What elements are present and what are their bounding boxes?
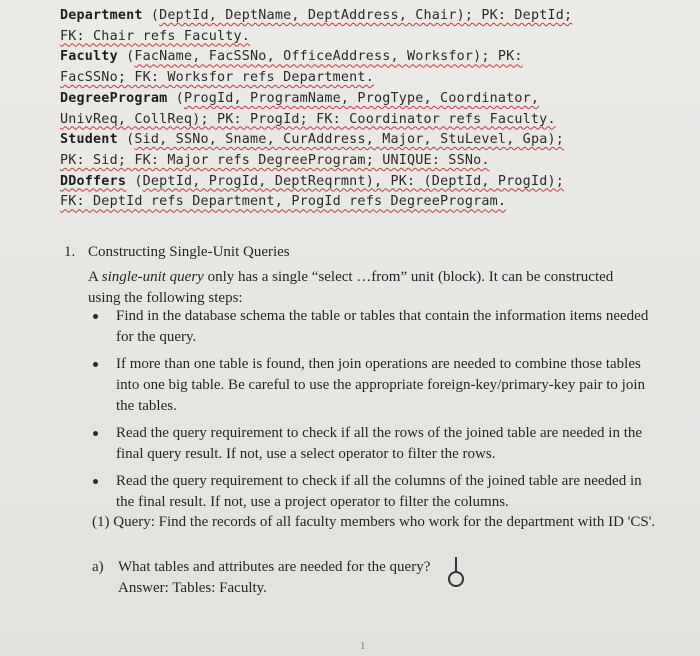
answer-text: Answer: Tables: Faculty. xyxy=(118,580,267,596)
schema-line: DegreeProgram (ProgId, ProgramName, ProgType, Coordinator, xyxy=(60,90,540,106)
schema-line: Faculty (FacName, FacSSNo, OfficeAddress, Worksfor); PK: xyxy=(60,49,523,65)
steps-list xyxy=(88,306,658,519)
schema-line: UnivReq, CollReq); PK: ProgId; FK: Coordinator refs Faculty. xyxy=(60,111,556,127)
schema-line: Student (Sid, SSNo, Sname, CurAddress, Major, StuLevel, Gpa); xyxy=(60,132,564,148)
list-item: Find in the database schema the table or tables that contain the information items needed for the query. xyxy=(88,306,658,348)
schema-line: FacSSNo; FK: Worksfor refs Department. xyxy=(60,70,374,86)
schema-line: Department (DeptId, DeptName, DeptAddress, Chair); PK: DeptId; xyxy=(60,8,573,23)
cursor-handle-icon[interactable] xyxy=(448,571,464,587)
section-title: 1. Constructing Single-Unit Queries xyxy=(64,244,290,260)
bullet-icon xyxy=(93,431,98,436)
list-item: If more than one table is found, then join operations are needed to combine those tables into one big table. Be careful to use the appropriate foreign-key/primary-key pair to join the tables. xyxy=(88,354,658,417)
schema-line: FK: Chair refs Faculty. xyxy=(60,28,251,44)
list-item: Read the query requirement to check if all the rows of the joined table are needed in the final query result. If not, use a select operator to filter the rows. xyxy=(88,423,658,465)
schema-line: PK: Sid; FK: Major refs DegreeProgram; UNIQUE: SSNo. xyxy=(60,152,490,168)
page-number: 1 xyxy=(360,640,366,652)
schema-line: DDoffers (DeptId, ProgId, DeptReqrmnt), PK: (DeptId, ProgId); xyxy=(60,173,564,189)
query-subquestion: a) What tables and attributes are needed for the query? Answer: Tables: Faculty. xyxy=(92,557,652,599)
query-text: (1) Query: Find the records of all faculty members who work for the department with ID 'CS'. xyxy=(92,514,656,530)
schema-line: FK: DeptId refs Department, ProgId refs DegreeProgram. xyxy=(60,194,507,210)
list-item: Read the query requirement to check if all the columns of the joined table are needed in the final result. If not, use a project operator to filter the columns. xyxy=(88,471,658,513)
section-intro: A single-unit query only has a single “select …from” unit (block). It can be constructed using the following steps: xyxy=(88,269,614,306)
text-cursor-icon xyxy=(455,557,457,571)
bullet-icon xyxy=(93,314,98,319)
bullet-icon xyxy=(93,362,98,367)
database-schema xyxy=(60,6,690,213)
bullet-icon xyxy=(93,479,98,484)
